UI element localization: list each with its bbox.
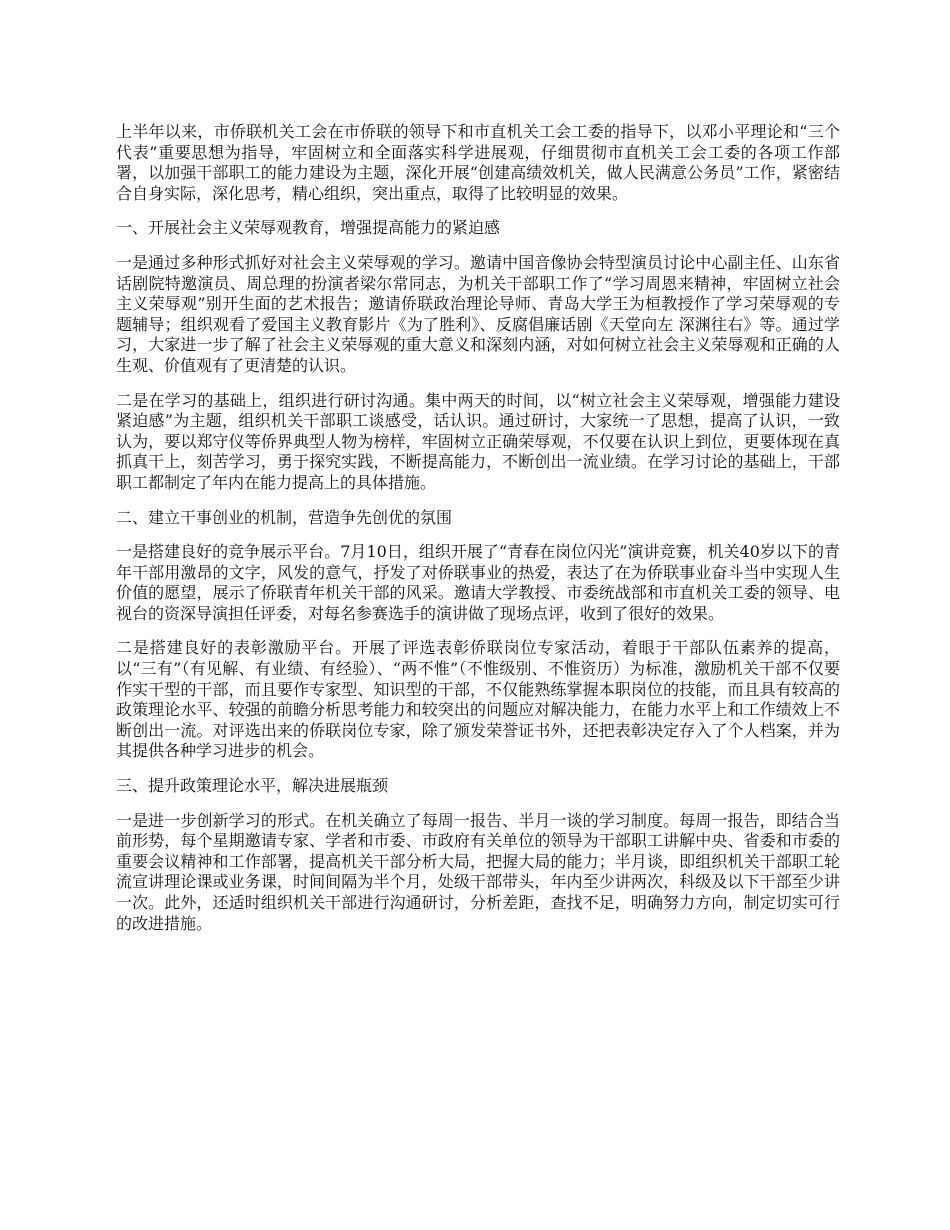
section-1-paragraph-1: 一是通过多种形式抓好对社会主义荣辱观的学习。邀请中国音像协会特型演员讨论中心副主任、山东省话剧院特邀演员、周总理的扮演者梁尔常同志，为机关干部职工作了“学习周恩来精神，牢固树立社会主义荣辱观”别开生面的艺术报告；邀请侨联政治理论导师、青岛大学王为桓教授作了学习荣辱观的专题辅导；组织观看了爱国主义教育影片《为了胜利》、反腐倡廉话剧《天堂向左 深渊往右》等。通过学习，大家进一步了解了社会主义荣辱观的重大意义和深刻内涵，对如何树立社会主义荣辱观和正确的人生观、价值观有了更清楚的认识。 [116,252,840,375]
section-2-paragraph-1: 一是搭建良好的竞争展示平台。7月10日，组织开展了“青春在岗位闪光”演讲竞赛，机关40岁以下的青年干部用激昂的文字，风发的意气，抒发了对侨联事业的热爱，表达了在为侨联事业奋斗当中实现人生价值的愿望，展示了侨联青年机关干部的风采。邀请大学教授、市委统战部和市直机关工委的领导、电视台的资深导演担任评委，对每名参赛选手的演讲做了现场点评，收到了很好的效果。 [116,542,840,623]
section-3-paragraph-1: 一是进一步创新学习的形式。在机关确立了每周一报告、半月一谈的学习制度。每周一报告，即结合当前形势，每个星期邀请专家、学者和市委、市政府有关单位的领导为干部职工讲解中央、省委和市委的重要会议精神和工作部署，提高机关干部分析大局，把握大局的能力；半月谈，即组织机关干部职工轮流宣讲理论课或业务课，时间间隔为半个月，处级干部带头，年内至少讲两次，科级及以下干部至少讲一次。此外，还适时组织机关干部进行沟通研讨，分析差距，查找不足，明确努力方向，制定切实可行的改进措施。 [116,810,840,933]
document-body [116,122,840,948]
section-2-heading: 二、建立干事创业的机制，营造争先创优的氛围 [116,507,453,527]
section-3-heading: 三、提升政策理论水平，解决进展瓶颈 [116,776,389,796]
section-2-paragraph-2: 二是搭建良好的表彰激励平台。开展了评选表彰侨联岗位专家活动，着眼于干部队伍素养的提高，以“三有”（有见解、有业绩、有经验）、“两不惟”（不惟级别、不惟资历）为标准，激励机关干部不仅要作实干型的干部，而且要作专家型、知识型的干部，不仅能熟练掌握本职岗位的技能，而且具有较高的政策理论水平、较强的前瞻分析思考能力和较突出的问题应对解决能力，在能力水平上和工作绩效上不断创出一流。对评选出来的侨联岗位专家，除了颁发荣誉证书外，还把表彰决定存入了个人档案，并为其提供各种学习进步的机会。 [116,638,840,761]
section-1-paragraph-2: 二是在学习的基础上，组织进行研讨沟通。集中两天的时间，以“树立社会主义荣辱观，增强能力建设紧迫感”为主题，组织机关干部职工谈感受，话认识。通过研讨，大家统一了思想，提高了认识，一致认为，要以郑守仪等侨界典型人物为榜样，牢固树立正确荣辱观，不仅要在认识上到位，更要体现在真抓真干上，刻苦学习，勇于探究实践，不断提高能力，不断创出一流业绩。在学习讨论的基础上，干部职工都制定了年内在能力提高上的具体措施。 [116,390,840,492]
section-1-heading: 一、开展社会主义荣辱观教育，增强提高能力的紧迫感 [116,218,501,238]
intro-paragraph: 上半年以来，市侨联机关工会在市侨联的领导下和市直机关工会工委的指导下，以邓小平理论和“三个代表”重要思想为指导，牢固树立和全面落实科学进展观，仔细贯彻市直机关工会工委的各项工作部署，以加强干部职工的能力建设为主题，深化开展“创建高绩效机关，做人民满意公务员”工作，紧密结合自身实际，深化思考，精心组织，突出重点，取得了比较明显的效果。 [116,122,840,203]
